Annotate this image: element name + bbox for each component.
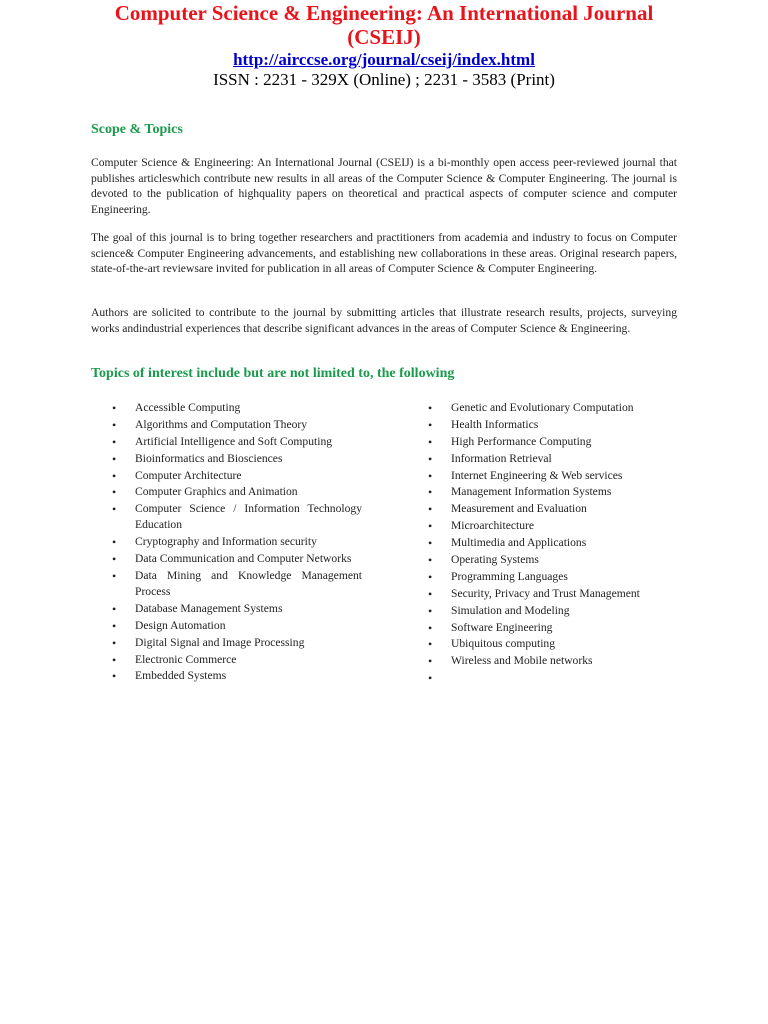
list-item: • Ubiquitous computing [428,636,678,652]
scope-heading: Scope & Topics [91,122,183,137]
list-item: • Multimedia and Applications [428,535,678,551]
list-item: • Microarchitecture [428,518,678,534]
list-item: • Accessible Computing [112,400,362,416]
list-item: • Internet Engineering & Web services [428,468,678,484]
list-item: • Health Informatics [428,417,678,433]
list-item: • Operating Systems [428,552,678,568]
list-item: • High Performance Computing [428,434,678,450]
journal-abbreviation: (CSEIJ) [347,25,421,49]
topics-list-left [112,400,362,685]
list-item: • Computer Science / Information Technology Education [112,501,362,533]
list-item: • Digital Signal and Image Processing [112,635,362,651]
list-item: • Information Retrieval [428,451,678,467]
list-item: • Computer Architecture [112,468,362,484]
list-item: • Programming Languages [428,569,678,585]
list-item: • Database Management Systems [112,601,362,617]
authors-paragraph: Authors are solicited to contribute to the journal by submitting articles that illustrate research results, projects, surveying works andindustrial experiences that describe significant advances in the areas of Computer Science & Engineering. [91,306,677,335]
list-item: • Electronic Commerce [112,652,362,668]
list-item: • Software Engineering [428,620,678,636]
list-item: • Measurement and Evaluation [428,501,678,517]
list-item: • Management Information Systems [428,484,678,500]
list-item: • Cryptography and Information security [112,534,362,550]
list-item: • Artificial Intelligence and Soft Computing [112,434,362,450]
list-item: • Wireless and Mobile networks [428,653,678,669]
list-item: • Genetic and Evolutionary Computation [428,400,678,416]
list-item: • Simulation and Modeling [428,603,678,619]
list-item: • Algorithms and Computation Theory [112,417,362,433]
topics-list-right [428,400,678,687]
goal-paragraph: The goal of this journal is to bring together researchers and practitioners from academia and industry to focus on Computer science& Computer Engineering advancements, and establishing new collaborations in these areas. Original research papers, state-of-the-art reviewsare invited for publication in all areas of Computer Science & Computer Engineering. [91,231,677,275]
list-item: • Data Mining and Knowledge Management Process [112,568,362,600]
issn-line: ISSN : 2231 - 329X (Online) ; 2231 - 3583 (Print) [213,70,555,89]
list-item: • Computer Graphics and Animation [112,484,362,500]
list-item: • Embedded Systems [112,668,362,684]
list-item: • Security, Privacy and Trust Management [428,586,678,602]
list-item-empty [428,670,678,686]
scope-paragraph: Computer Science & Engineering: An International Journal (CSEIJ) is a bi-monthly open access peer-reviewed journal that publishes articleswhich contribute new results in all areas of the Computer Science & Computer Engineering. The journal is devoted to the publication of highquality papers on theoretical and practical aspects of computer science and computer Engineering. [91,156,677,216]
list-item: • Bioinformatics and Biosciences [112,451,362,467]
journal-url-link[interactable]: http://airccse.org/journal/cseij/index.html [233,50,535,69]
list-item: • Data Communication and Computer Networks [112,551,362,567]
journal-title: Computer Science & Engineering: An International Journal [114,1,654,25]
topics-heading: Topics of interest include but are not limited to, the following [91,366,455,381]
list-item: • Design Automation [112,618,362,634]
